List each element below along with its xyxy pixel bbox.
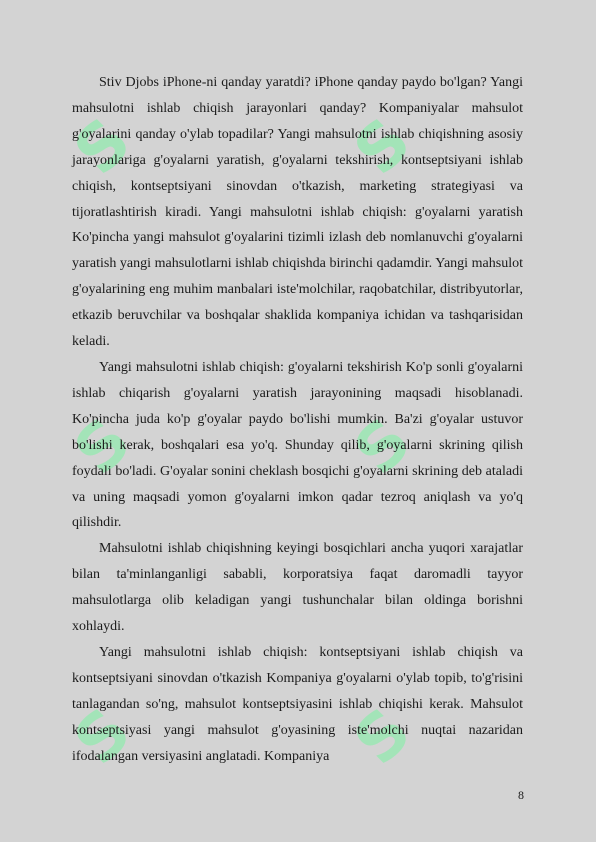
paragraph-3: Mahsulotni ishlab chiqishning keyingi bosqichlari ancha yuqori xarajatlar bilan ta'minlanganligi sababli, korporatsiya faqat daromadli tayyor mahsulotlarga olib keladigan yangi tushunchalar bilan oldinga borishni xohlaydi. (72, 541, 523, 635)
paragraph-2: Yangi mahsulotni ishlab chiqish: g'oyalarni tekshirish Ko'p sonli g'oyalarni ishlab chiqarish g'oyalarni yaratish jarayonining maqsadi hisoblanadi. Ko'pincha juda ko'p g'oyalar paydo bo'lishi mumkin. Ba'zi g'oyalar ustuvor bo'lishi kerak, boshqalari esa yo'q. Shunday qilib, g'oyalarni skrining qilish foydali bo'ladi. G'oyalar sonini cheklash bosqichi g'oyalarni skrining deb ataladi va uning maqsadi yomon g'oyalarni imkon qadar tezroq aniqlash va yo'q qilishdir. (72, 359, 523, 531)
paragraph-1: Stiv Djobs iPhone-ni qanday yaratdi? iPhone qanday paydo bo'lgan? Yangi mahsulotni ishlab chiqish jarayonlari qanday? Kompaniyalar mahsulot g'oyalarini qanday o'ylab topadilar? Yangi mahsulotni ishlab chiqishning asosiy jarayonlariga g'oyalarni yaratish, g'oyalarni tekshirish, kontseptsiyani ishlab chiqish, kontseptsiyani sinovdan o'tkazish, marketing strategiyasi va tijoratlashtirish kiradi. Yangi mahsulotni ishlab chiqish: g'oyalarni yaratish Ko'pincha yangi mahsulot g'oyalarini tizimli izlash deb nomlanuvchi g'oyalarni yaratish yangi mahsulotlarni ishlab chiqishda birinchi qadamdir. Yangi mahsulot g'oyalarining eng muhim manbalari iste'molchilar, raqobatchilar, distribyutorlar, etkazib beruvchilar va boshqalar shaklida kompaniya ichidan va tashqarisidan keladi. (72, 75, 523, 350)
watermark-s-logo: S (60, 694, 146, 780)
watermark-s-logo: S (340, 104, 426, 190)
paragraph-4: Yangi mahsulotni ishlab chiqish: kontseptsiyani ishlab chiqish va kontseptsiyani sinovdan o'tkazish Kompaniya g'oyalarni o'ylab topib, to'g'risini tanlagandan so'ng, mahsulot kontseptsiyasini ishlab chiqishi kerak. Mahsulot kontseptsiyasi yangi mahsulot g'oyasining iste'molchi nuqtai nazaridan ifodalangan versiyasini anglatadi. Kompaniya (72, 644, 523, 764)
page-number: 8 (518, 788, 524, 802)
body-text (72, 70, 523, 769)
watermark-s-logo: S (60, 104, 146, 190)
watermark-s-logo: S (340, 404, 426, 490)
watermark-s-logo: S (340, 694, 426, 780)
watermark-s-logo: S (60, 404, 146, 490)
